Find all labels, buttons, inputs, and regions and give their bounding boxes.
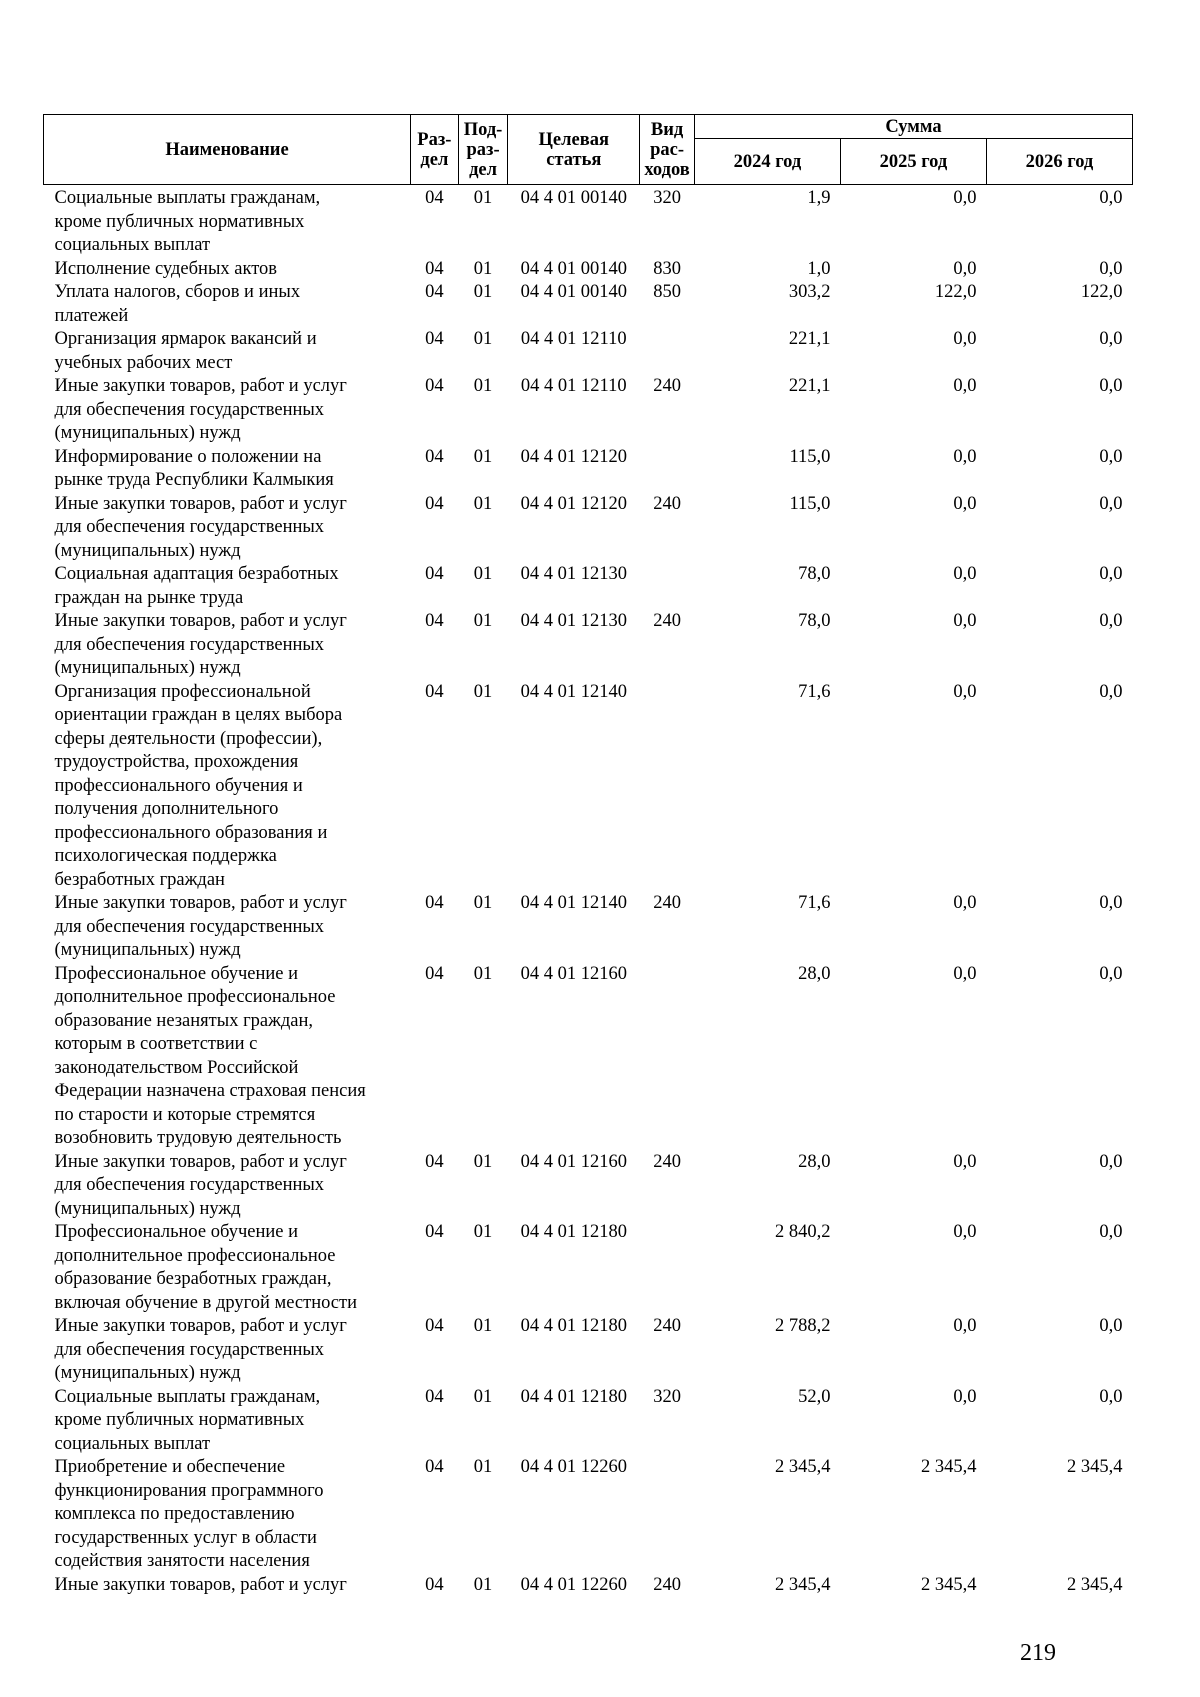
header-2024: 2024 год: [694, 139, 840, 185]
row-name: Иные закупки товаров, работ и услуг для обеспечения государственных (муниципальных) нужд: [54, 1151, 347, 1219]
row-2025: 0,0: [953, 1386, 977, 1407]
row-name: Иные закупки товаров, работ и услуг для обеспечения государственных (муниципальных) нужд: [54, 893, 347, 960]
row-podrazdel: 01: [473, 188, 493, 208]
row-2026: 0,0: [1099, 376, 1123, 396]
row-name: Социальные выплаты гражданам, кроме публичных нормативных социальных выплат: [54, 1386, 321, 1454]
row-name: Иные закупки товаров, работ и услуг для обеспечения государственных (муниципальных) нужд: [54, 611, 347, 678]
row-2026: 0,0: [1099, 446, 1123, 467]
row-2024: 115,0: [789, 493, 831, 514]
row-2026: 0,0: [1099, 1151, 1123, 1172]
row-podrazdel: 01: [473, 282, 493, 302]
row-razdel: 04: [425, 1151, 444, 1172]
row-2024: 71,6: [798, 681, 831, 702]
row-2026: 0,0: [1099, 611, 1123, 631]
row-razdel: 04: [425, 1386, 444, 1407]
table-row: [44, 563, 1133, 610]
row-podrazdel: 01: [473, 963, 493, 984]
row-vid: [640, 446, 695, 493]
table-header: [44, 115, 1133, 185]
row-2026: 0,0: [1099, 893, 1123, 913]
row-2024: 1,9: [807, 188, 831, 208]
row-2024: 303,2: [788, 282, 831, 302]
row-2024: 71,6: [798, 893, 831, 913]
row-2024: 28,0: [798, 963, 831, 984]
row-podrazdel: 01: [473, 258, 493, 279]
budget-table: [43, 114, 1133, 1597]
row-name: Приобретение и обеспечение функционирования программного комплекса по предоставлению государственных услуг в области содействия занятости населения: [54, 1457, 324, 1571]
row-podrazdel: 01: [473, 564, 493, 584]
header-name: Наименование: [44, 115, 411, 185]
row-2025: 0,0: [953, 258, 977, 279]
table-row: [44, 328, 1133, 375]
row-name: Уплата налогов, сборов и иных платежей: [54, 282, 301, 326]
table-row: [44, 281, 1133, 328]
row-2026: 0,0: [1099, 963, 1123, 984]
row-name: Социальные выплаты гражданам, кроме публичных нормативных социальных выплат: [54, 188, 321, 255]
row-2025: 0,0: [953, 1151, 977, 1172]
row-vid: 240: [653, 1316, 681, 1336]
row-name: Исполнение судебных актов: [54, 258, 278, 279]
row-target: 04 4 01 12180: [520, 1316, 627, 1336]
row-name: Социальная адаптация безработных граждан на рынке труда: [54, 564, 339, 608]
row-2025: 0,0: [953, 611, 977, 631]
row-target: 04 4 01 12260: [520, 1457, 627, 1477]
row-2026: 0,0: [1099, 1386, 1123, 1407]
table-row: [44, 375, 1133, 446]
row-razdel: 04: [425, 493, 444, 514]
row-target: 04 4 01 00140: [520, 258, 627, 279]
row-name: Профессиональное обучение и дополнительное профессиональное образование незанятых граждан, которым в соответствии с законодательством Российской Федерации назначена страховая пенсия по старости и которые стремятся возобновить трудовую деятельность: [54, 963, 366, 1148]
row-name: Информирование о положении на рынке труда Республики Калмыкия: [54, 446, 334, 490]
row-2025: 0,0: [953, 681, 977, 702]
table-row: [44, 1574, 1133, 1598]
table-row: [44, 1221, 1133, 1315]
row-podrazdel: 01: [473, 1316, 493, 1336]
row-2026: 0,0: [1099, 1316, 1123, 1336]
row-vid: 850: [653, 282, 681, 302]
table-row: [44, 610, 1133, 681]
row-2024: 78,0: [798, 611, 831, 631]
row-2024: 78,0: [798, 564, 831, 584]
row-2024: 115,0: [789, 446, 831, 467]
row-target: 04 4 01 12130: [520, 564, 627, 584]
row-vid: [640, 1456, 695, 1574]
row-2025: 0,0: [953, 446, 977, 467]
row-podrazdel: 01: [473, 1574, 493, 1595]
row-2026: 0,0: [1099, 329, 1123, 349]
row-podrazdel: 01: [473, 893, 493, 913]
row-razdel: 04: [425, 611, 444, 631]
header-2025: 2025 год: [840, 139, 986, 185]
row-podrazdel: 01: [473, 1457, 493, 1477]
row-2024: 2 788,2: [774, 1316, 831, 1336]
row-2026: 0,0: [1099, 564, 1123, 584]
row-name: Организация профессиональной ориентации граждан в целях выбора сферы деятельности (профессии), трудоустройства, прохождения профессионального обучения и получения дополнительного профессионального образования и психологическая поддержка безработных граждан: [54, 681, 343, 890]
table-row: [44, 1386, 1133, 1457]
row-2025: 2 345,4: [920, 1574, 977, 1595]
row-2024: 221,1: [788, 329, 831, 349]
table-row: [44, 258, 1133, 282]
row-vid: 240: [653, 1151, 681, 1172]
row-vid: 320: [653, 188, 681, 208]
row-name: Организация ярмарок вакансий и учебных рабочих мест: [54, 329, 317, 373]
row-2025: 0,0: [953, 963, 977, 984]
table-row: [44, 963, 1133, 1151]
table-row: [44, 1315, 1133, 1386]
row-razdel: 04: [425, 893, 444, 913]
table-row: [44, 185, 1133, 258]
row-vid: [640, 963, 695, 1151]
row-2024: 28,0: [798, 1151, 831, 1172]
header-vid: Вид рас- ходов: [640, 115, 695, 185]
row-2026: 0,0: [1099, 493, 1123, 514]
table-body: [44, 185, 1133, 1598]
row-razdel: 04: [425, 1457, 444, 1477]
row-razdel: 04: [425, 188, 444, 208]
row-target: 04 4 01 00140: [520, 188, 627, 208]
row-target: 04 4 01 12110: [520, 329, 627, 349]
row-vid: [640, 681, 695, 893]
table-row: [44, 1151, 1133, 1222]
row-vid: 240: [653, 1574, 681, 1595]
row-podrazdel: 01: [473, 681, 493, 702]
row-podrazdel: 01: [473, 1386, 493, 1407]
row-2025: 0,0: [953, 376, 977, 396]
row-2024: 221,1: [788, 376, 831, 396]
row-podrazdel: 01: [473, 1222, 493, 1242]
row-name: Иные закупки товаров, работ и услуг для обеспечения государственных (муниципальных) нужд: [54, 493, 347, 561]
row-2024: 2 345,4: [774, 1574, 831, 1595]
row-target: 04 4 01 12160: [520, 963, 627, 984]
row-razdel: 04: [425, 564, 444, 584]
row-vid: [640, 328, 695, 375]
row-razdel: 04: [425, 681, 444, 702]
row-razdel: 04: [425, 329, 444, 349]
row-2025: 0,0: [953, 564, 977, 584]
row-2025: 0,0: [953, 329, 977, 349]
row-target: 04 4 01 12180: [520, 1386, 627, 1407]
row-target: 04 4 01 12180: [520, 1222, 627, 1242]
row-podrazdel: 01: [473, 611, 493, 631]
row-razdel: 04: [425, 1316, 444, 1336]
row-vid: [640, 563, 695, 610]
table-row: [44, 1456, 1133, 1574]
row-vid: [640, 1221, 695, 1315]
row-podrazdel: 01: [473, 446, 493, 467]
row-name: Иные закупки товаров, работ и услуг для обеспечения государственных (муниципальных) нужд: [54, 376, 347, 443]
row-name: Профессиональное обучение и дополнительное профессиональное образование безработных граждан, включая обучение в другой местности: [54, 1222, 357, 1313]
header-2026: 2026 год: [986, 139, 1132, 185]
row-target: 04 4 01 12130: [520, 611, 627, 631]
row-razdel: 04: [425, 282, 444, 302]
row-2026: 2 345,4: [1067, 1574, 1123, 1595]
table-row: [44, 493, 1133, 564]
row-2025: 0,0: [953, 1316, 977, 1336]
row-vid: 240: [653, 376, 681, 396]
row-target: 04 4 01 12120: [520, 493, 627, 514]
row-razdel: 04: [425, 1574, 444, 1595]
row-2024: 2 345,4: [774, 1457, 831, 1477]
row-2026: 122,0: [1080, 282, 1123, 302]
row-2026: 0,0: [1099, 258, 1123, 279]
row-razdel: 04: [425, 963, 444, 984]
row-2025: 2 345,4: [920, 1457, 977, 1477]
row-podrazdel: 01: [473, 1151, 493, 1172]
row-vid: 240: [653, 893, 681, 913]
row-podrazdel: 01: [473, 329, 493, 349]
row-vid: 240: [653, 493, 681, 514]
row-2026: 0,0: [1099, 1222, 1123, 1242]
row-vid: 830: [653, 258, 681, 279]
header-target: Целевая статья: [508, 115, 640, 185]
header-podrazdel: Под- раз- дел: [458, 115, 508, 185]
row-2024: 1,0: [807, 258, 831, 279]
row-razdel: 04: [425, 376, 444, 396]
row-2025: 0,0: [953, 493, 977, 514]
row-name: Иные закупки товаров, работ и услуг для обеспечения государственных (муниципальных) нужд: [54, 1316, 347, 1383]
row-target: 04 4 01 12140: [520, 893, 627, 913]
row-target: 04 4 01 12110: [520, 376, 627, 396]
table-row: [44, 681, 1133, 893]
row-target: 04 4 01 12160: [520, 1151, 627, 1172]
row-razdel: 04: [425, 446, 444, 467]
header-razdel: Раз- дел: [411, 115, 459, 185]
row-vid: 320: [653, 1386, 681, 1407]
row-podrazdel: 01: [473, 493, 493, 514]
page-number: 219: [1020, 1640, 1056, 1666]
row-target: 04 4 01 12120: [520, 446, 627, 467]
header-summa: Сумма: [694, 115, 1132, 139]
table-row: [44, 446, 1133, 493]
row-2025: 0,0: [953, 188, 977, 208]
row-razdel: 04: [425, 1222, 444, 1242]
row-name: Иные закупки товаров, работ и услуг: [54, 1574, 347, 1595]
row-2026: 2 345,4: [1067, 1457, 1123, 1477]
row-2025: 122,0: [934, 282, 977, 302]
row-2024: 52,0: [798, 1386, 831, 1407]
table-row: [44, 892, 1133, 963]
row-vid: 240: [653, 611, 681, 631]
row-2026: 0,0: [1099, 681, 1123, 702]
row-podrazdel: 01: [473, 376, 493, 396]
row-target: 04 4 01 12260: [520, 1574, 627, 1595]
row-target: 04 4 01 12140: [520, 681, 627, 702]
row-2026: 0,0: [1099, 188, 1123, 208]
row-2025: 0,0: [953, 1222, 977, 1242]
row-2025: 0,0: [953, 893, 977, 913]
row-target: 04 4 01 00140: [520, 282, 627, 302]
row-razdel: 04: [425, 258, 444, 279]
row-2024: 2 840,2: [774, 1222, 831, 1242]
